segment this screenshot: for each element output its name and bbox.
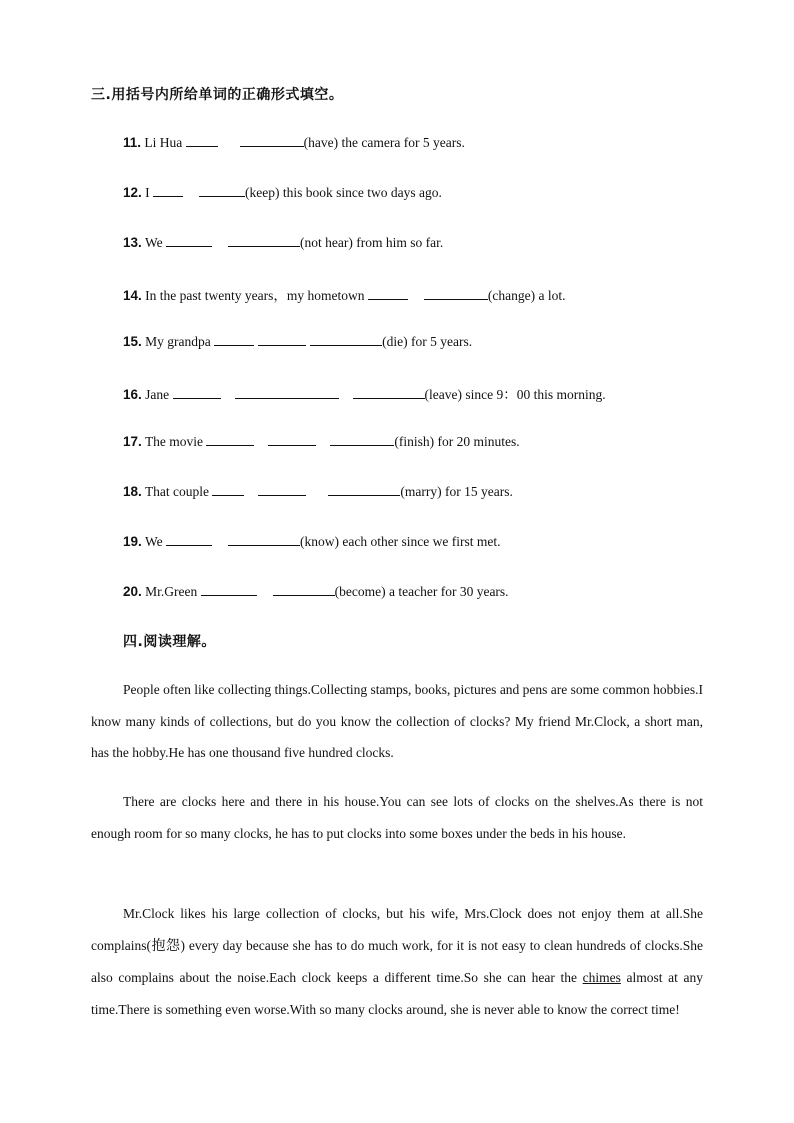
answer-blank[interactable] bbox=[328, 483, 400, 496]
answer-blank[interactable] bbox=[166, 533, 212, 546]
question-number: 20 bbox=[123, 584, 139, 599]
question-lead: The movie bbox=[144, 434, 204, 449]
passage-text: almost at any time.There is something even worse.With so many clocks around, she is never able to know the correct time! bbox=[91, 970, 703, 1017]
answer-blank[interactable] bbox=[240, 134, 304, 147]
question-18: 18. That couple (marry) for 15 years. bbox=[123, 484, 513, 499]
question-number: 16 bbox=[123, 387, 139, 402]
question-word: (become) bbox=[334, 584, 386, 599]
question-12: 12. I (keep) this book since two days ago. bbox=[123, 185, 442, 200]
question-word: (leave) bbox=[424, 387, 463, 402]
answer-blank[interactable] bbox=[353, 386, 425, 399]
answer-blank[interactable] bbox=[273, 583, 335, 596]
question-word: (keep) bbox=[245, 185, 280, 200]
question-tail: for 5 years. bbox=[411, 334, 473, 349]
answer-blank[interactable] bbox=[153, 184, 183, 197]
question-20: 20. Mr.Green (become) a teacher for 30 years. bbox=[123, 584, 509, 599]
answer-blank[interactable] bbox=[214, 333, 254, 346]
answer-blank[interactable] bbox=[212, 483, 244, 496]
passage-text: Mr.Clock likes his large collection of clocks, but his wife, Mrs.Clock does not enjoy them at all.She complains( bbox=[91, 906, 703, 953]
question-lead: We bbox=[144, 534, 163, 549]
question-13: 13. We (not hear) from him so far. bbox=[123, 235, 444, 250]
question-lead: That couple bbox=[144, 484, 210, 499]
question-number: 13 bbox=[123, 235, 139, 250]
underlined-word-chimes: chimes bbox=[582, 970, 621, 985]
answer-blank[interactable] bbox=[206, 433, 254, 446]
question-tail: for 20 minutes. bbox=[437, 434, 520, 449]
section-3-title: 三.用括号内所给单词的正确形式填空。 bbox=[91, 87, 344, 103]
cjk-gloss: 抱怨 bbox=[151, 937, 181, 954]
question-tail: the camera for 5 years. bbox=[341, 135, 465, 150]
question-tail: from him so far. bbox=[356, 235, 444, 250]
question-lead: We bbox=[144, 235, 163, 250]
question-word: (marry) bbox=[400, 484, 442, 499]
answer-blank[interactable] bbox=[258, 483, 306, 496]
question-word: (know) bbox=[299, 534, 339, 549]
question-number: 11 bbox=[123, 135, 138, 150]
question-15: 15. My grandpa (die) for 5 years. bbox=[123, 334, 473, 349]
question-lead: My grandpa bbox=[145, 334, 211, 349]
passage-paragraph-2: There are clocks here and there in his house.You can see lots of clocks on the shelves.As there is not enough room for so many clocks, he has to put clocks into some boxes under the beds in his house. bbox=[91, 794, 703, 841]
question-tail: a teacher for 30 years. bbox=[389, 584, 509, 599]
question-word: (finish) bbox=[394, 434, 435, 449]
answer-blank[interactable] bbox=[368, 287, 408, 300]
question-word: (change) bbox=[487, 288, 536, 303]
passage-paragraph-1: People often like collecting things.Collecting stamps, books, pictures and pens are some common hobbies.I know many kinds of collections, but do you know the collection of clocks? My friend Mr.Clock, a short man, has the hobby.He has one thousand five hundred clocks. bbox=[91, 682, 704, 760]
passage-text: ) every day because she has to do much work, for it is not easy to clean hundreds of clocks.She also complains about the noise.Each clock keeps a different time.So she can hear the bbox=[91, 937, 703, 985]
answer-blank[interactable] bbox=[199, 184, 245, 197]
question-16: 16. Jane (leave) since 9：00 this morning. bbox=[123, 387, 606, 402]
answer-blank[interactable] bbox=[424, 287, 488, 300]
question-tail: a lot. bbox=[538, 288, 566, 303]
question-number: 14 bbox=[123, 288, 139, 303]
question-tail: for 15 years. bbox=[445, 484, 513, 499]
answer-blank[interactable] bbox=[258, 333, 306, 346]
question-number: 18 bbox=[123, 484, 139, 499]
question-tail: this book since two days ago. bbox=[282, 185, 442, 200]
answer-blank[interactable] bbox=[166, 234, 212, 247]
answer-blank[interactable] bbox=[173, 386, 221, 399]
question-lead: Jane bbox=[145, 387, 170, 402]
question-lead: Li Hua bbox=[144, 135, 183, 150]
question-tail: each other since we first met. bbox=[342, 534, 501, 549]
answer-blank[interactable] bbox=[235, 386, 339, 399]
question-word: (have) bbox=[303, 135, 339, 150]
answer-blank[interactable] bbox=[228, 533, 300, 546]
question-lead: In the past twenty years，my hometown bbox=[145, 288, 365, 303]
question-number: 12 bbox=[123, 185, 139, 200]
question-number: 17 bbox=[123, 434, 139, 449]
passage-paragraph-3 bbox=[91, 898, 703, 1025]
answer-blank[interactable] bbox=[186, 134, 218, 147]
answer-blank[interactable] bbox=[201, 583, 257, 596]
question-11: 11. Li Hua (have) the camera for 5 years. bbox=[123, 135, 465, 150]
question-lead: Mr.Green bbox=[145, 584, 198, 599]
question-number: 15 bbox=[123, 334, 139, 349]
question-14: 14. In the past twenty years，my hometown (change) a lot. bbox=[123, 288, 566, 303]
question-lead: I bbox=[145, 185, 150, 200]
question-word: (not hear) bbox=[299, 235, 353, 250]
answer-blank[interactable] bbox=[330, 433, 394, 446]
question-word: (die) bbox=[382, 334, 408, 349]
question-number: 19 bbox=[123, 534, 139, 549]
answer-blank[interactable] bbox=[310, 333, 382, 346]
question-19: 19. We (know) each other since we first met. bbox=[123, 534, 501, 549]
question-17: 17. The movie (finish) for 20 minutes. bbox=[123, 434, 520, 449]
section-4-title: 四.阅读理解。 bbox=[123, 634, 216, 650]
answer-blank[interactable] bbox=[228, 234, 300, 247]
answer-blank[interactable] bbox=[268, 433, 316, 446]
question-tail: since 9：00 this morning. bbox=[465, 387, 606, 402]
